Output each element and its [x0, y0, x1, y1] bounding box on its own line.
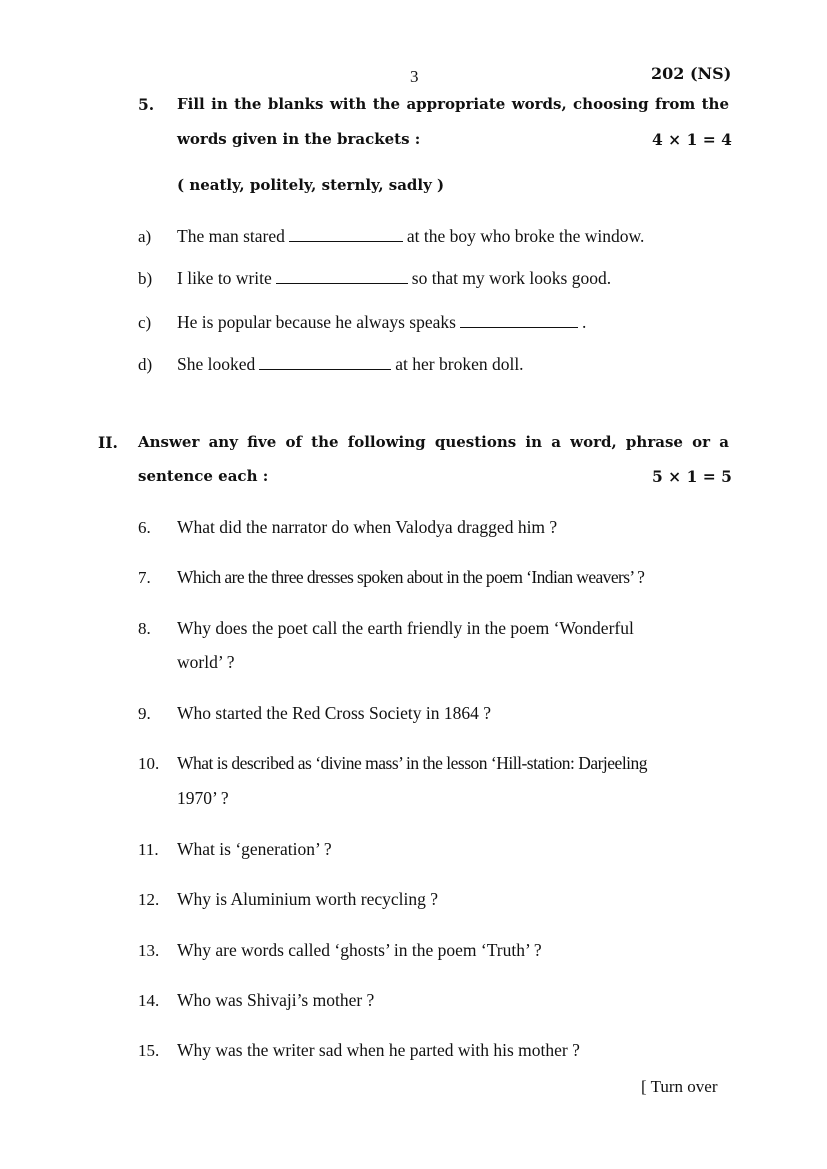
- question-text: Who started the Red Cross Society in 1864 ?: [177, 703, 491, 723]
- q5-item-label: a): [138, 227, 152, 246]
- q5-item-text-after: at the boy who broke the window.: [406, 226, 645, 246]
- paper-code: 202 (NS): [651, 64, 732, 83]
- question-number: 6.: [138, 518, 151, 537]
- question-text-continued: world’ ?: [177, 652, 235, 672]
- page-number: 3: [410, 67, 419, 86]
- question-number: 13.: [138, 941, 160, 960]
- q5-item-c: [177, 312, 586, 333]
- q5-item-text-after: so that my work looks good.: [411, 268, 612, 288]
- q5-item-d: [177, 354, 524, 375]
- question-number: 11.: [138, 840, 159, 859]
- q5-item-label: c): [138, 313, 152, 332]
- question-number: 7.: [138, 568, 151, 587]
- q5-item-text-before: I like to write: [177, 268, 272, 288]
- q5-item-text-before: She looked: [177, 354, 256, 374]
- question-text: Why does the poet call the earth friendly in the poem ‘Wonderful: [177, 618, 634, 638]
- question-number: 8.: [138, 619, 151, 638]
- q5-word-options: ( neatly, politely, sternly, sadly ): [177, 176, 445, 194]
- question-number: 14.: [138, 991, 160, 1010]
- q5-item-b: [177, 268, 611, 289]
- question-text: What did the narrator do when Valodya dragged him ?: [177, 517, 558, 537]
- q5-instruction-line1: Fill in the blanks with the appropriate words, choosing from the: [177, 95, 729, 113]
- section-roman-numeral: II.: [98, 433, 118, 452]
- q5-item-label: d): [138, 355, 153, 374]
- q5-item-label: b): [138, 269, 153, 288]
- question-number: 12.: [138, 890, 160, 909]
- question-number: 9.: [138, 704, 151, 723]
- question-text: Who was Shivaji’s mother ?: [177, 990, 375, 1010]
- q5-item-text-after: .: [581, 312, 587, 332]
- question-text: Which are the three dresses spoken about in the poem ‘Indian weavers’ ?: [177, 567, 645, 587]
- turn-over-note: [ Turn over: [641, 1077, 718, 1096]
- answer-blank[interactable]: [289, 240, 403, 242]
- answer-blank[interactable]: [276, 282, 408, 284]
- section-marks: 5 × 1 = 5: [652, 467, 732, 486]
- q5-instruction-line2: words given in the brackets :: [177, 130, 421, 148]
- question-text-continued: 1970’ ?: [177, 788, 229, 808]
- answer-blank[interactable]: [460, 326, 578, 328]
- q5-marks: 4 × 1 = 4: [652, 130, 732, 149]
- q5-item-text-after: at her broken doll.: [395, 354, 524, 374]
- question-text: Why is Aluminium worth recycling ?: [177, 889, 438, 909]
- question-number: 10.: [138, 754, 160, 773]
- q5-item-text-before: He is popular because he always speaks: [177, 312, 456, 332]
- q5-item-a: [177, 226, 644, 247]
- question-text: Why are words called ‘ghosts’ in the poem ‘Truth’ ?: [177, 940, 542, 960]
- section-instruction-line1: Answer any five of the following questions in a word, phrase or a: [138, 433, 729, 451]
- question-number: 15.: [138, 1041, 160, 1060]
- answer-blank[interactable]: [259, 368, 391, 370]
- question-text: What is ‘generation’ ?: [177, 839, 332, 859]
- q5-item-text-before: The man stared: [177, 226, 285, 246]
- question-text: What is described as ‘divine mass’ in the lesson ‘Hill-station: Darjeeling: [177, 753, 648, 773]
- section-instruction-line2: sentence each :: [138, 467, 269, 485]
- q5-number: 5.: [138, 95, 155, 114]
- question-text: Why was the writer sad when he parted with his mother ?: [177, 1040, 580, 1060]
